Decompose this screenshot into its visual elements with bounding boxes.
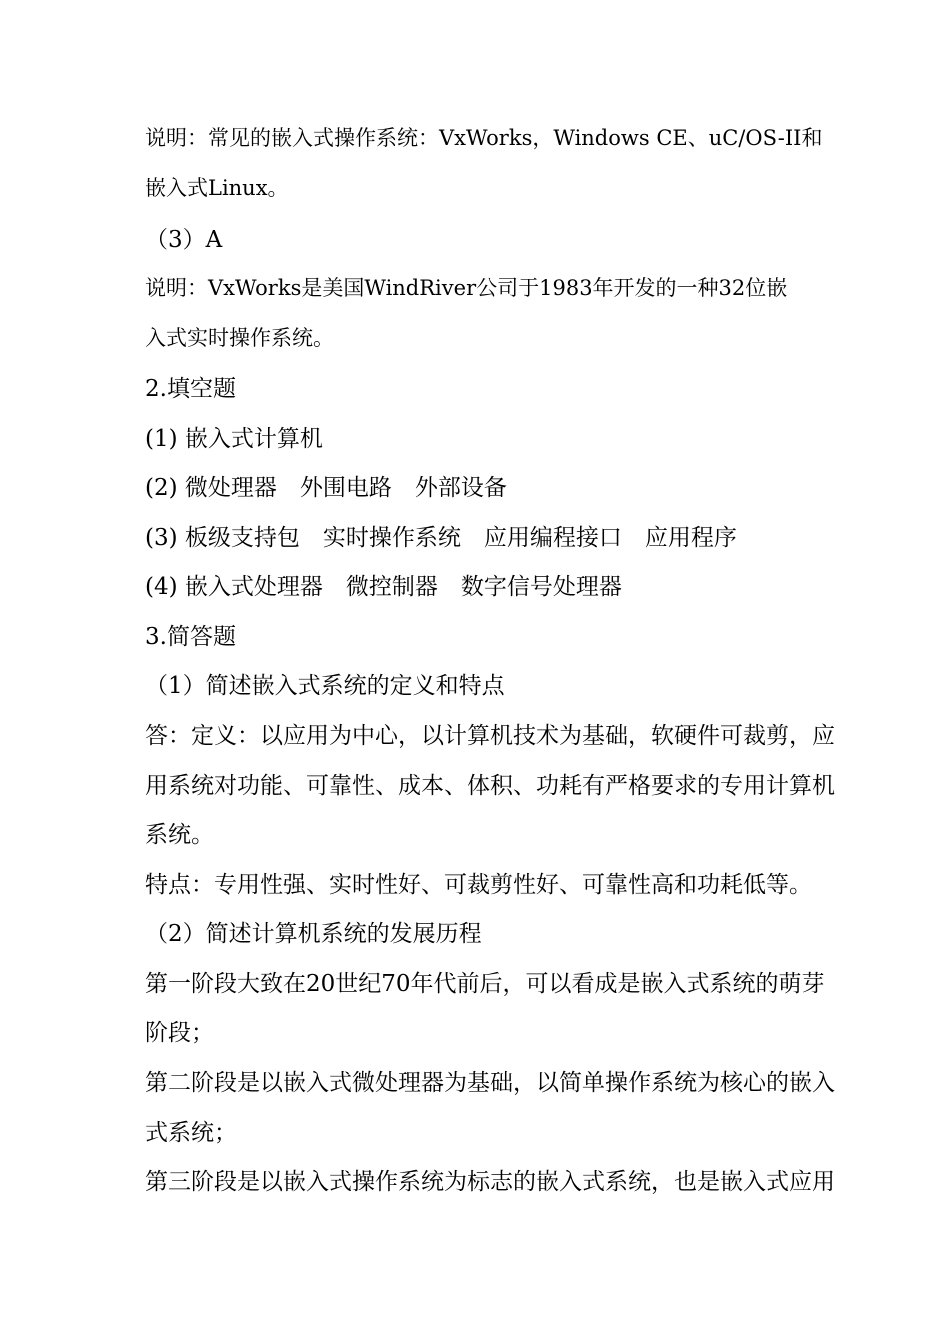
- text-line-17: （2）简述计算机系统的发展历程: [145, 921, 482, 947]
- text-line-3: （3）A: [145, 227, 223, 253]
- text-line-1: 说明：常见的嵌入式操作系统：VxWorks，Windows CE、uC/OS-II和: [145, 126, 823, 150]
- text-line-5: 入式实时操作系统。: [145, 326, 334, 350]
- text-line-16: 特点：专用性强、实时性好、可裁剪性好、可靠性高和功耗低等。: [145, 872, 812, 898]
- text-line-18: 第一阶段大致在20世纪70年代前后，可以看成是嵌入式系统的萌芽: [145, 971, 825, 997]
- text-line-2: 嵌入式Linux。: [145, 176, 289, 200]
- text-line-4: 说明：VxWorks是美国WindRiver公司于1983年开发的一种32位嵌: [145, 276, 788, 300]
- text-line-20: 第二阶段是以嵌入式微处理器为基础，以简单操作系统为核心的嵌入: [145, 1070, 835, 1096]
- text-line-13: 答：定义：以应用为中心，以计算机技术为基础，软硬件可裁剪，应: [145, 723, 835, 749]
- text-line-19: 阶段；: [145, 1020, 214, 1046]
- section-heading-fill-in: 2.填空题: [145, 376, 236, 402]
- text-line-21: 式系统；: [145, 1120, 237, 1146]
- text-line-8: (2) 微处理器 外围电路 外部设备: [145, 475, 507, 501]
- text-line-22: 第三阶段是以嵌入式操作系统为标志的嵌入式系统，也是嵌入式应用: [145, 1169, 835, 1195]
- text-line-9: (3) 板级支持包 实时操作系统 应用编程接口 应用程序: [145, 525, 737, 551]
- text-line-14: 用系统对功能、可靠性、成本、体积、功耗有严格要求的专用计算机: [145, 773, 835, 799]
- section-heading-short-answer: 3.简答题: [145, 624, 236, 650]
- text-line-10: (4) 嵌入式处理器 微控制器 数字信号处理器: [145, 574, 622, 600]
- text-line-15: 系统。: [145, 822, 214, 848]
- text-line-12: （1）简述嵌入式系统的定义和特点: [145, 673, 505, 699]
- text-line-7: (1) 嵌入式计算机: [145, 426, 323, 452]
